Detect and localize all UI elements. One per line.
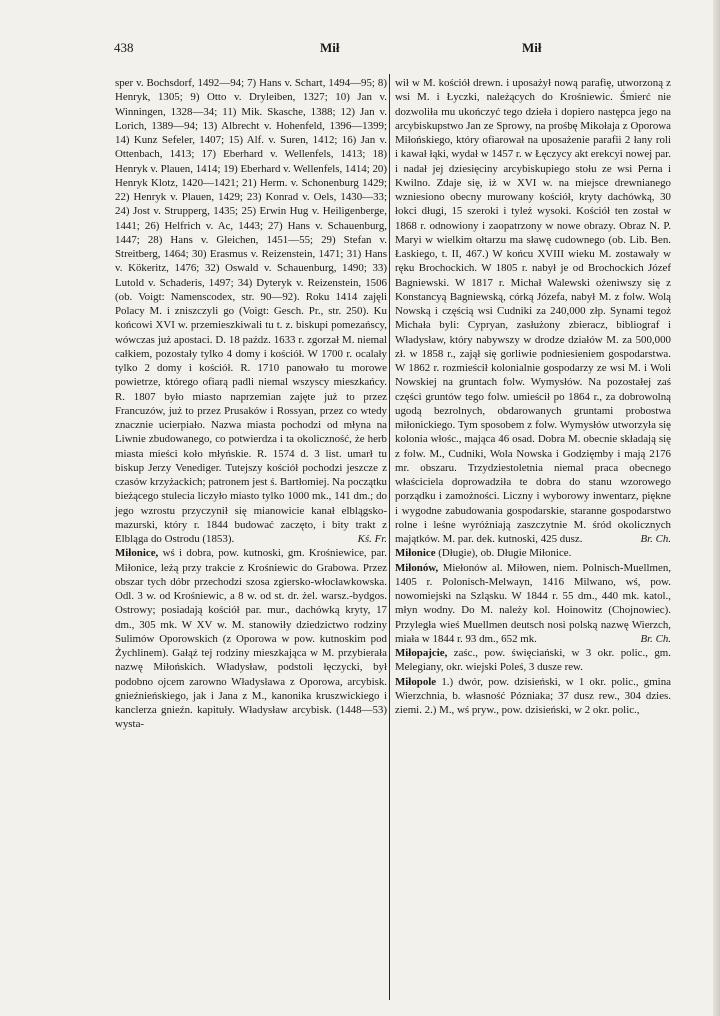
entry-text: zaśc., pow. święciański, w 3 okr. polic., gm. Melegiany, okr. wiejski Poleś, 3 dusze rew. (395, 647, 671, 674)
entry-headword: Miłopajcie, (395, 647, 448, 659)
left-column (115, 76, 387, 732)
page-spine-shadow (713, 0, 720, 1016)
entry-paragraph (395, 675, 671, 718)
author-signature: Kś. Fr. (357, 533, 387, 545)
author-signature: Br. Ch. (640, 632, 671, 645)
entry-paragraph (115, 76, 387, 546)
running-head (114, 40, 674, 60)
right-column (395, 76, 671, 717)
entry-text: Miełonów al. Miłowen, niem. Polnisch-Muellmen, 1405 r. Polonisch-Melwayn, 1416 Milwano, wś, pow. nowomiejski na Szląsku. W 1844 r. 55 dm., 440 mk. katol., młyn wodny. Do M. należy kol. Hoinowitz (Chojnowiec). Przyległa wieś Muellmen deutsch nosi polską nazwę Wierzch, miała w 1844 r. 93 dm., 652 mk. (395, 561, 671, 645)
author-signature: Br. Ch. (640, 533, 671, 545)
column-divider (389, 74, 390, 1000)
entry-paragraph (395, 646, 671, 675)
entry-paragraph (395, 76, 671, 546)
entry-headword: Miłonice, (115, 547, 159, 560)
entry-headword: Miłopole (395, 675, 437, 688)
page-number: 438 (114, 40, 134, 55)
headword-left: Mił (320, 40, 340, 55)
entry-text: (Długie), ob. Długie Miłonice. (435, 547, 572, 560)
entry-paragraph (395, 561, 671, 647)
entry-headword: Miłonów, (395, 561, 439, 574)
entry-text: wś i dobra, pow. kutnoski, gm. Krośniewice, par. Miłonice, leżą przy trakcie z Krośniewic do Grabowa. Przez obszar tych dóbr przechodzi szosa zgiersko-włocławkowska. Odl. 3 w. od Krośniewic, a 8 w. od st. dr. żel. warsz.-bydgos. Ostrowy; posiadają kościół par. mur., dachówką kryty, 17 dm., 305 mk. W XV w. M. stanowiły dziedzictwo rodziny Sulimów Oporowskich (z Oporowa w pow. kutnoskim pod Żychlinem). Gałąź tej rodziny mieszkająca w M. przybierała nazwę Miłońskich. Władysław, podstoli łęczycki, był podobno ojcem zarowno Władysława z Oporowa, arcybisk. gnieźnieńskiego, jak i Jana z M., kanonika kruszwickiego i kanclerza gnieźn. kapituły. Władysław arcybisk. (1448—53) wysta- (115, 547, 387, 731)
entry-text: wił w M. kościół drewn. i uposażył nową parafię, utworzoną z wsi M. i Łyczki, należących do Krośniewic. Śmierć nie dozwoliła mu ukończyć tego dzieła i dopiero następca jego na arcybiskupstwo Jan ze Sprowy, na prośbę Mikołaja z Oporowa Miłońskiego, który ofiarował na uposażenie parafii 2 łany roli i kawał łąki, wydał w 1457 r. w Łęczycy akt erekcyi nowej par. i nadał jej dziesięciny arcybiskupiego stołu ze wsi Perna i Kwilno. Zdaje się, iż w XVI w. na miejsce drewnianego wzniesiono obecny murowany kościół, kryty dachówką, 30 łokci długi, 15 szeroki i tyleż wysoki. Kościół ten został w 1868 r. odnowiony i zaopatrzony w nowe obrazy. Obraz N. P. Maryi w wielkim ołtarzu ma sławę cudownego (ob. Lib. Ben. Łaskiego, t. II, 467.) W końcu XVIII wieku M. zostawały w ręku Brochockich. W 1805 r. nabył je od Brochockich Józef Bagniewski. W 1817 r. Michał Walewski ożeniwszy się z Konstancyą Bagniewską, córką Józefa, nabył M. z folw. Wolą Nowską i częścią wsi Cudniki za 240,000 złp. Synami tegoż Michała byli: Cypryan, zasłużony zbieracz, bibliograf i Władysław, który nabywszy w drodze działów M. za 500,000 zł. w 1858 r., zajął się gorliwie podniesieniem gospodarstwa. W 1862 r. rozmieścił kolonialnie gospodarzy ze wsi M. i Woli Nowskiej na gruntach folw. Wymysłów. Na pozostałej zaś części gruntów tego folw. umieścił po 1864 r., za dobrowolną ugodą bezrolnych, obdarowanych gruntami probostwa miłonickiego. Tym sposobem z folw. Wymysłów utworzyła się kolonia włośc., mająca 46 osad. Dobra M. obecnie składają się z folw. M., Cudniki, Wola Nowska i Godzięmby i mają 2176 mr. obszaru. Trzydziestoletnia niemal praca obecnego właściciela doprowadziła te dobra do stanu wzorowego porządku i zamożności. Liczny i wyborowy inwentarz, piękne i wygodne zabudowania gospodarskie, staranne gospodarstwo rolne i leśne wyróżniają zaszczytnie M. śród okolicznych majątków. M. par. dek. kutnoski, 425 dusz. (395, 77, 671, 545)
entry-headword: Miłonice (395, 547, 436, 560)
entry-paragraph (395, 546, 671, 560)
headword-right: Mił (522, 40, 542, 55)
entry-paragraph (115, 546, 387, 731)
entry-text: sper v. Bochsdorf, 1492—94; 7) Hans v. Schart, 1494—95; 8) Henryk, 1305; 9) Otto v. Dryleiben, 1327; 10) Jan v. Winningen, 1328—34; 11) Mik. Skasche, 1388; 12) Jan v. Lorich, 1389—94; 13) Albrecht v. Hohenfeld, 1396—1399; 14) Kunz Sefeler, 1407; 15) Alf. v. Suren, 1412; 16) Jan v. Ottenbach, 1413; 17) Eberhard v. Wellenfels, 1413; 18) Henryk v. Plauen, 1414; 19) Eberhard v. Wellenfels, 1414; 20) Henryk Klotz, 1420—1421; 21) Herm. v. Schonenburg 1429; 22) Henryk v. Plauen, 1429; 23) Konrad v. Oels, 1430—33; 24) Jost v. Strupperg, 1435; 25) Erwin Hug v. Heiligenberge, 1441; 26) Helfrich v. Ac, 1443; 27) Hans v. Schauenburg, 1447; 28) Hans v. Gleichen, 1451—55; 29) Stefan v. Streitberg, 1464; 30) Erasmus v. Reizenstein, 1471; 31) Hans v. Kökeritz, 1476; 32) Oswald v. Schauenburg, 1490; 33) Lutold v. Schaderis, 1497; 34) Dyteryk v. Reizenstein, 1506 (ob. Voigt: Namenscodex, str. 90—92). Roku 1414 zajęli Polacy M. i zniszczyli go (Voigt: Gesch. Pr., str. 250). Ku końcowi XVI w. przemieszkiwali tu t. z. biskupi pomezańscy, wówczas już apostaci. D. 18 paźdz. 1633 r. zgorzał M. niemal całkiem, pozostały tylko 4 domy i kościół. W 1700 r. ocalały tylko 2 domy i kościół. R. 1710 panowało tu morowe powietrze, którego ofiarą padli niemal wszyscy mieszkańcy. R. 1807 było miasto naprzemian zajęte już to przez Francuzów, już to przez Prusaków i Rossyan, przez co wtedy znacznie ucierpiało. Nazwa miasta pochodzi od młyna na Liwnie zbudowanego, co potwierdza i ta okoliczność, że herb miasta mieści koło młyńskie. R. 1574 d. 3 list. umarł tu biskup Jerzy Venediger. Tutejszy kościół pochodzi jeszcze z czasów krzyżackich; patronem jest ś. Bartłomiej. Na początku bieżącego stulecia liczyło miasto tylko 1000 mk., 141 dm.; do jego wzrostu przyczynił się mianowicie kanał elblągsko-mazurski, który r. 1844 budować zaczęto, i bity trakt z Elbląga do Ostrodu (1853). (115, 77, 387, 545)
entry-text: 1.) dwór, pow. dzisieński, w 1 okr. polic., gmina Wierzchnia, b. własność Pózniaka; 37 dusz rew., 304 dzies. ziemi. 2.) M., wś pryw., pow. dzisieński, w 2 okr. polic., (395, 675, 671, 716)
